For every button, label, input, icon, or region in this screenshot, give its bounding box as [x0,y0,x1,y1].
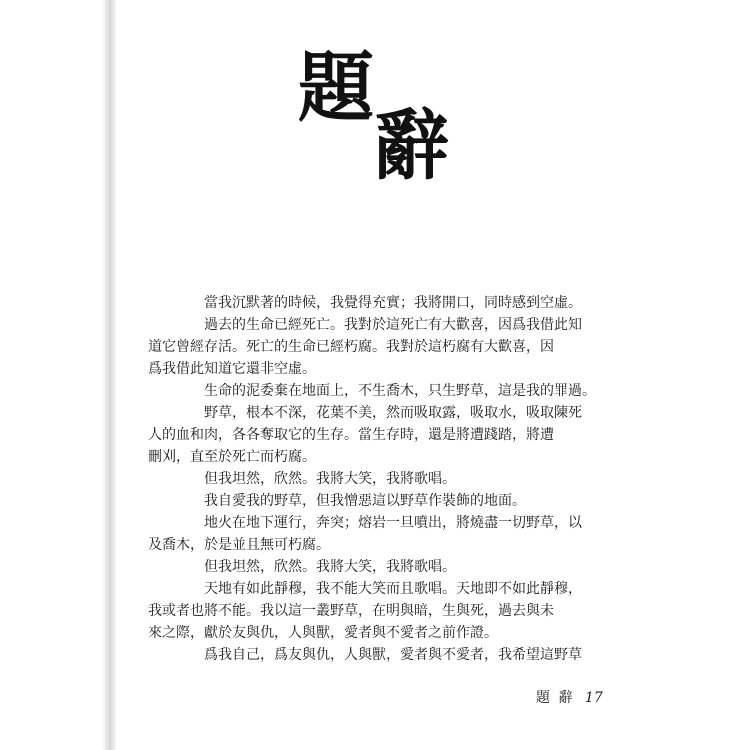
page [116,0,636,750]
footer-title: 題 辭 [536,690,575,706]
text-line: 我自愛我的野草，但我憎惡這以野草作裝飾的地面。 [204,493,526,509]
text-line: 爲我借此知道它還非空虛。 [148,361,316,377]
paragraph [176,468,596,490]
title-char-1: 題 [298,43,374,132]
paragraph [176,292,596,314]
title-char-2: 辭 [373,101,449,190]
running-footer [536,687,603,707]
paragraph [148,314,596,380]
text-line: 爲我自己，爲友與仇，人與獸，愛者與不愛者，我希望這野草 [204,647,582,663]
text-line: 當我沉默著的時候，我覺得充實；我將開口，同時感到空虛。 [204,295,582,311]
paragraph [148,512,596,556]
paragraph [176,644,596,666]
gutter-shadow [102,0,116,750]
text-line: 天地有如此靜穆，我不能大笑而且歌唱。天地即不如此靜穆， [204,581,582,597]
text-line: 道它曾經存活。死亡的生命已經朽腐。我對於這朽腐有大歡喜，因 [148,339,554,355]
text-line: 人的血和肉，各各奪取它的生存。當生存時，還是將遭踐踏，將遭 [148,427,554,443]
paragraph [148,402,596,468]
paragraph [176,380,596,402]
paragraph [176,490,596,512]
text-line: 但我坦然，欣然。我將大笑，我將歌唱。 [204,471,456,487]
paragraph [176,556,596,578]
paragraph [148,578,596,644]
text-line: 但我坦然，欣然。我將大笑，我將歌唱。 [204,559,456,575]
body-text [148,292,596,666]
text-line: 我或者也將不能。我以這一叢野草，在明與暗，生與死，過去與未 [148,603,554,619]
text-line: 野草，根本不深，花葉不美，然而吸取露，吸取水，吸取陳死 [204,405,582,421]
text-line: 生命的泥委棄在地面上，不生喬木，只生野草，這是我的罪過。 [204,383,596,399]
text-line: 來之際，獻於友與仇，人與獸，愛者與不愛者之前作證。 [148,625,498,641]
text-line: 及喬木，於是並且無可朽腐。 [148,537,330,553]
text-line: 過去的生命已經死亡。我對於這死亡有大歡喜，因爲我借此知 [204,317,582,333]
text-line: 刪刈，直至於死亡而朽腐。 [148,449,316,465]
text-line: 地火在地下運行，奔突；熔岩一旦噴出，將燒盡一切野草，以 [204,515,582,531]
page-number: 17 [584,690,603,706]
